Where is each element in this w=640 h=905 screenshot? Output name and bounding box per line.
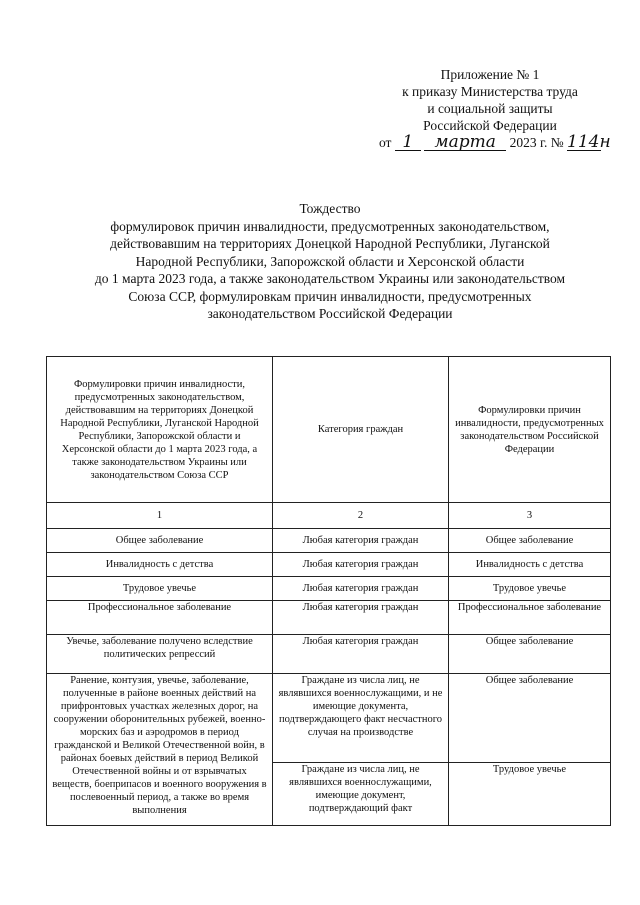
table-header-row <box>47 357 611 503</box>
table-cell: Трудовое увечье <box>449 763 611 826</box>
table-cell: Инвалидность с детства <box>449 553 611 577</box>
table-row <box>47 529 611 553</box>
title-line-3: действовавшим на территориях Донецкой Народной Республики, Луганской <box>110 236 550 251</box>
header-cell-1: Формулировки причин инвалидности, предусмотренных законодательством, действовавшим на территориях Донецкой Народной Республики, Луганской Народной Республики, Запорожской области и Херсонской области до 1 марта 2023 года, а также законодательством Украины или законодательством Союза ССР <box>47 357 273 503</box>
table-row <box>47 553 611 577</box>
table-cell: Граждане из числа лиц, не являвшихся военнослужащими, имеющие документ, подтверждающий факт <box>273 763 449 826</box>
title-line-6: Союза ССР, формулировкам причин инвалидности, предусмотренных <box>128 288 532 304</box>
column-number: 1 <box>47 503 273 529</box>
order-day: 1 <box>395 134 421 151</box>
column-number-row <box>47 503 611 529</box>
order-number: 114н <box>567 132 611 152</box>
title-line-1: Тождество <box>299 201 361 216</box>
header-cell-2: Категория граждан <box>273 357 449 503</box>
order-from-label: от <box>378 135 392 150</box>
appendix-line-1: Приложение № 1 <box>440 67 540 82</box>
table-cell: Инвалидность с детства <box>47 553 273 577</box>
table-cell-long-reason: Ранение, контузия, увечье, заболевание, полученные в районе военных действий на прифронтовых участках железных дорог, на сооружении оборонительных рубежей, военно-морских баз и аэродромов в период гражданской и Великой Отечественной войн, в районах боевых действий в период Великой Отечественной войны и от взрывчатых веществ, боеприпасов и военного вооружения в послевоенный период, а также во время выполнения <box>47 674 273 826</box>
title-line-2: формулировок причин инвалидности, предусмотренных законодательством, <box>110 218 550 234</box>
order-year-label: 2023 г. № <box>509 135 564 150</box>
title-line-5: до 1 марта 2023 года, а также законодательством Украины или законодательством <box>94 271 566 286</box>
table-cell: Трудовое увечье <box>47 577 273 601</box>
column-number: 2 <box>273 503 449 529</box>
appendix-line-2: к приказу Министерства труда <box>402 84 578 99</box>
order-month: марта <box>424 134 506 151</box>
order-date-line <box>360 134 620 151</box>
table-cell: Общее заболевание <box>449 529 611 553</box>
table-cell: Любая категория граждан <box>273 635 449 674</box>
title-line-7: законодательством Российской Федерации <box>207 306 453 321</box>
table-cell: Любая категория граждан <box>273 577 449 601</box>
appendix-line-3: и социальной защиты <box>427 101 553 116</box>
table-row <box>47 601 611 635</box>
table-cell: Любая категория граждан <box>273 553 449 577</box>
appendix-line-4: Российской Федерации <box>423 118 557 133</box>
appendix-header <box>360 66 620 151</box>
table-cell: Граждане из числа лиц, не являвшихся военнослужащими, и не имеющие документа, подтверждающего факт несчастного случая на производстве <box>273 674 449 763</box>
table-row <box>47 635 611 674</box>
table-cell: Общее заболевание <box>449 674 611 763</box>
table-cell: Трудовое увечье <box>449 577 611 601</box>
table-row <box>47 674 611 763</box>
table-cell: Профессиональное заболевание <box>47 601 273 635</box>
table-row <box>47 577 611 601</box>
table-cell: Любая категория граждан <box>273 529 449 553</box>
table-cell: Общее заболевание <box>47 529 273 553</box>
title-line-4: Народной Республики, Запорожской области и Херсонской области <box>135 253 525 269</box>
table-cell: Профессиональное заболевание <box>449 601 611 635</box>
header-cell-3: Формулировки причин инвалидности, предусмотренных законодательством Российской Федерации <box>449 357 611 503</box>
disability-correspondence-table <box>46 356 611 826</box>
table-cell: Любая категория граждан <box>273 601 449 635</box>
document-title <box>40 200 620 323</box>
table-cell: Общее заболевание <box>449 635 611 674</box>
table-cell: Увечье, заболевание получено вследствие политических репрессий <box>47 635 273 674</box>
column-number: 3 <box>449 503 611 529</box>
